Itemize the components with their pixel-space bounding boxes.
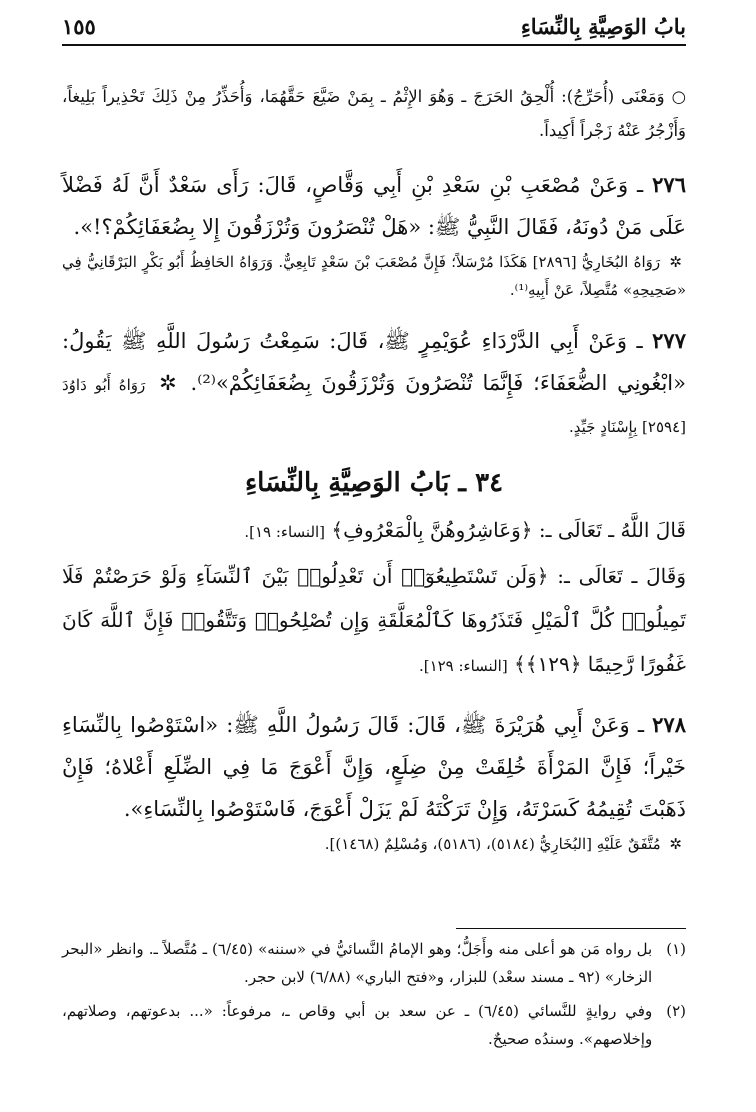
page-number: ١٥٥ bbox=[62, 13, 96, 39]
hadith-body: ـ وَعَنْ أَبِي الدَّرْدَاءِ عُوَيْمِرٍ ﷺ، قَالَ: سَمِعْتُ رَسُولَ اللَّهِ ﷺ يَقُولُ: «ابْغُونِي الضُّعَفَاءَ؛ فَإِنَّمَا تُنْصَرُونَ وَتُرْزَقُونَ بِضُعَفَائِكُمْ»⁽²⁾. bbox=[62, 329, 686, 395]
verse-reference: [النساء: ١٩]. bbox=[244, 523, 326, 541]
hadith-276 bbox=[62, 164, 686, 304]
star-icon: ✲ bbox=[159, 371, 177, 395]
star-icon: ✲ bbox=[669, 835, 682, 853]
hadith-reference-text: مُتَّفَقٌ عَلَيْهِ [البُخَارِيُّ (٥١٨٤)، (٥١٨٦)، وَمُسْلِمٌ (١٤٦٨)]. bbox=[324, 835, 661, 853]
hadith-body: ـ وَعَنْ أَبِي هُرَيْرَةَ ﷺ، قَالَ: قَالَ رَسُولُ اللَّهِ ﷺ: «اسْتَوْصُوا بِالنِّسَاءِ خَيْراً؛ فَإِنَّ المَرْأَةَ خُلِقَتْ مِنْ ضِلَعٍ، وَإِنَّ أَعْوَجَ مَا فِي الضِّلَعِ أَعْلاهُ؛ فَإِنْ ذَهَبْتَ تُقِيمُهُ كَسَرْتَهُ، وَإِنْ تَرَكْتَهُ لَمْ يَزَلْ أَعْوَجَ، فَاسْتَوْصُوا بِالنِّسَاءِ». bbox=[62, 713, 686, 821]
footnote-marker: (١) bbox=[666, 940, 686, 958]
quran-verse-2 bbox=[62, 554, 686, 688]
verse-text: وَقَالَ ـ تَعَالَى ـ: ﴿وَلَن تَسْتَطِيعُوٓا۟ أَن تَعْدِلُوا۟ بَيْنَ ٱلنِّسَآءِ وَلَوْ حَرَصْتُمْ فَلَا تَمِيلُوا۟ كُلَّ ٱلْمَيْلِ فَتَذَرُوهَا كَٱلْمُعَلَّقَةِ وَإِن تُصْلِحُوا۟ وَتَتَّقُوا۟ فَإِنَّ ٱللَّهَ كَانَ غَفُورًا رَّحِيمًا ﴿١٢٩﴾﴾ bbox=[62, 564, 686, 676]
running-title: بابُ الوَصِيَّةِ بِالنِّسَاءِ bbox=[520, 13, 686, 39]
footnote-2 bbox=[62, 997, 686, 1053]
footnote-text: بل رواه مَن هو أعلى منه وأَجَلُّ؛ وهو الإمامُ النَّسائيُّ في «سننه» (٦/٤٥) ـ مُتَّصلاً ـ. وانظر «البحر الزخار» (٩٢ ـ مسند سعْد) للبزار، و«فتح الباري» (٦/٨٨) لابن حجر. bbox=[62, 940, 653, 986]
hadith-text bbox=[62, 704, 686, 830]
hadith-reference bbox=[62, 248, 686, 304]
hadith-278 bbox=[62, 704, 686, 858]
page-body bbox=[62, 70, 686, 858]
hadith-reference-text: رَوَاهُ البُخَارِيُّ [٢٨٩٦] هَكَذَا مُرْسَلاً؛ فَإِنَّ مُصْعَبَ بْنَ سَعْدٍ تَابِعِيٌّ. وَرَوَاهُ الحَافِظُ أَبُو بَكْرٍ البَرْقَانِيُّ فِي «صَحِيحِهِ» مُتَّصِلاً، عَنْ أَبِيهِ⁽¹⁾. bbox=[62, 253, 686, 299]
star-icon: ✲ bbox=[669, 253, 682, 271]
hadith-number: ٢٧٦ bbox=[652, 172, 686, 197]
intro-note: ○ وَمَعْنَى (أُحَرِّجُ): أُلْحِقُ الحَرَجَ ـ وَهُوَ الإِثْمُ ـ بِمَنْ ضَيَّعَ حَقَّهُمَا، وَأُحَذِّرُ مِنْ ذَلِكَ تَحْذِيراً بَلِيغاً، وَأَزْجُرُ عَنْهُ زَجْراً أَكِيداً. bbox=[62, 87, 686, 140]
footnote-1 bbox=[62, 935, 686, 991]
hadith-number: ٢٧٧ bbox=[652, 328, 686, 353]
page-header bbox=[62, 8, 686, 46]
quran-verse-1 bbox=[62, 508, 686, 554]
verse-reference: [النساء: ١٢٩]. bbox=[418, 657, 508, 675]
footnote-divider bbox=[456, 928, 686, 929]
verse-text: قَالَ اللَّهُ ـ تَعَالَى ـ: ﴿وَعَاشِرُوهُنَّ بِالْمَعْرُوفِ﴾ bbox=[331, 518, 686, 542]
footnote-text: وفي روايةٍ للنَّسائي (٦/٤٥) ـ عن سعد بن أبي وقاص ـ، مرفوعاً: «... بدعوتهم، وصلاتهم، وإخلاصهم». وسندُه صحيحٌ. bbox=[62, 1002, 653, 1048]
hadith-number: ٢٧٨ bbox=[652, 712, 686, 737]
hadith-reference-text: رَوَاهُ أَبُو دَاوُدَ [٢٥٩٤] بِإِسْنَادٍ جَيِّدٍ. bbox=[62, 376, 686, 436]
footnotes bbox=[62, 928, 686, 1059]
hadith-277 bbox=[62, 320, 686, 446]
hadith-reference bbox=[62, 830, 686, 858]
footnote-marker: (٢) bbox=[666, 1002, 686, 1020]
hadith-text bbox=[62, 164, 686, 248]
chapter-heading: ٣٤ ـ بَابُ الوَصِيَّةِ بِالنِّسَاءِ bbox=[244, 468, 504, 498]
hadith-text bbox=[62, 320, 686, 446]
hadith-body: ـ وَعَنْ مُصْعَبِ بْنِ سَعْدِ بْنِ أَبِي وَقَّاصٍ، قَالَ: رَأَى سَعْدٌ أَنَّ لَهُ فَضْلاً عَلَى مَنْ دُونَهُ، فَقَالَ النَّبِيُّ ﷺ: «هَلْ تُنْصَرُونَ وَتُرْزَقُونَ إِلا بِضُعَفَائِكُمْ؟!». bbox=[62, 173, 686, 239]
